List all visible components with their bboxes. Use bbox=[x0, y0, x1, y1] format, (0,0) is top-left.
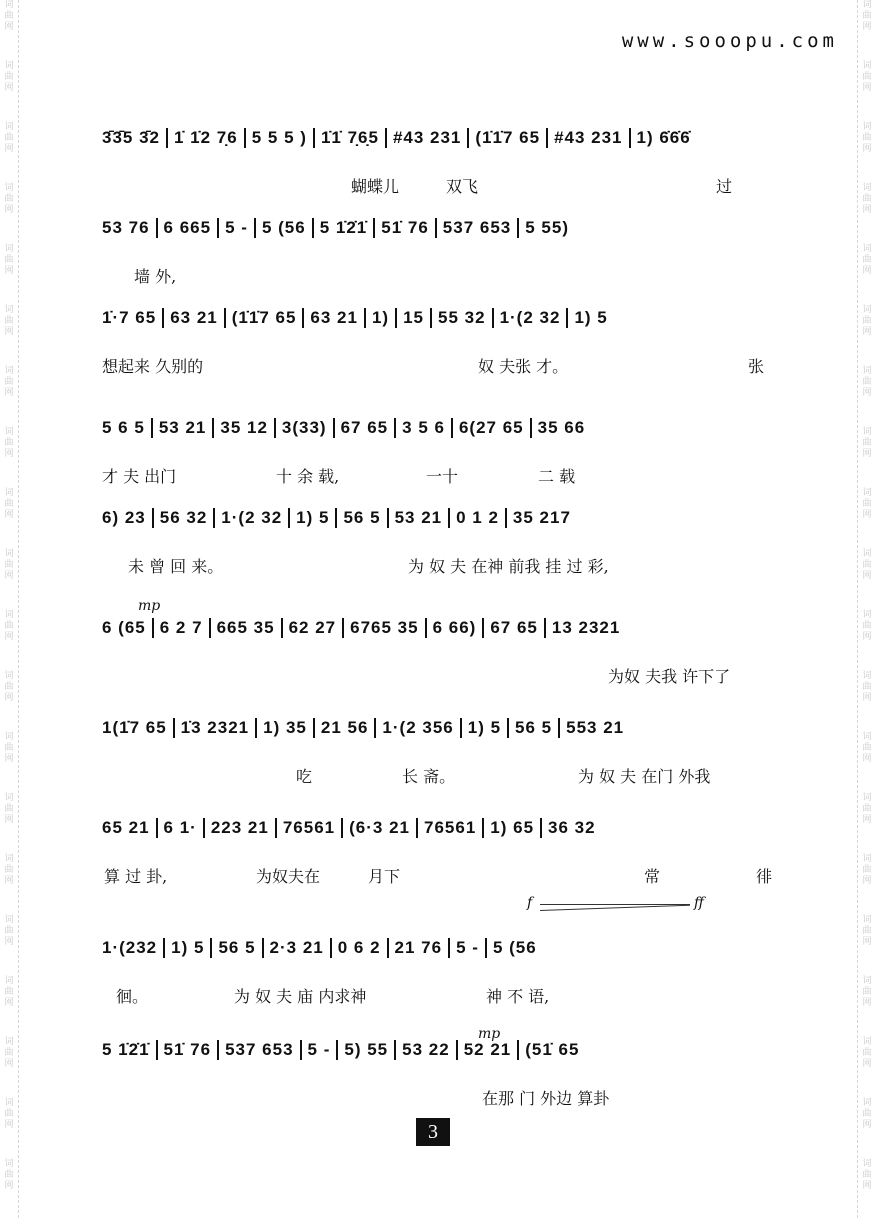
measure: 1) 5 bbox=[566, 308, 613, 328]
lyric-text: 想起来 久别的 bbox=[102, 357, 204, 376]
watermark-char: 词 bbox=[4, 732, 14, 742]
watermark-char: 词 bbox=[4, 1098, 14, 1108]
watermark-char: 网 bbox=[862, 1059, 872, 1069]
watermark-char: 曲 bbox=[4, 1048, 14, 1058]
watermark-char: 曲 bbox=[4, 682, 14, 692]
lyrics-line bbox=[96, 664, 786, 690]
watermark-char: 词 bbox=[862, 793, 872, 803]
music-system bbox=[96, 308, 786, 380]
measure: 0 1 2 bbox=[448, 508, 505, 528]
measure: 1) 35 bbox=[255, 718, 313, 738]
watermark-char: 词 bbox=[4, 549, 14, 559]
measure: 553 21 bbox=[558, 718, 630, 738]
measure: 0 6 2 bbox=[330, 938, 387, 958]
measure: 21 56 bbox=[313, 718, 375, 738]
watermark-char: 曲 bbox=[862, 438, 872, 448]
watermark-char: 词 bbox=[4, 183, 14, 193]
site-url[interactable]: www.sooopu.com bbox=[621, 30, 838, 52]
measure: 35 12 bbox=[212, 418, 274, 438]
measure: 5 (56 bbox=[254, 218, 312, 238]
watermark-char: 词 bbox=[4, 305, 14, 315]
watermark-char: 词 bbox=[862, 244, 872, 254]
watermark-char: 网 bbox=[862, 388, 872, 398]
watermark-char: 曲 bbox=[862, 194, 872, 204]
measure: 2·3 21 bbox=[262, 938, 330, 958]
music-system bbox=[96, 938, 786, 1010]
measure: (1̇1̇7 65 bbox=[224, 308, 303, 328]
lyric-text: 月下 bbox=[368, 867, 401, 886]
watermark-char: 词 bbox=[862, 0, 872, 10]
watermark-char: 曲 bbox=[4, 316, 14, 326]
watermark-char: 词 bbox=[862, 1098, 872, 1108]
measure: 1·(2 32 bbox=[213, 508, 288, 528]
measure: 1) 65 bbox=[482, 818, 540, 838]
watermark-char: 网 bbox=[862, 876, 872, 886]
watermark-char: 网 bbox=[862, 510, 872, 520]
watermark-char: 网 bbox=[4, 266, 14, 276]
measure: 63 21 bbox=[162, 308, 224, 328]
watermark-char: 网 bbox=[4, 571, 14, 581]
measure: 56 5 bbox=[335, 508, 386, 528]
lyric-text: 徊。 bbox=[116, 987, 149, 1006]
measure: 665 35 bbox=[209, 618, 281, 638]
measure: (1̇1̇7 65 bbox=[467, 128, 546, 148]
measure: 6) 23 bbox=[102, 508, 146, 527]
measure: (6·3 21 bbox=[341, 818, 416, 838]
measure: 1) 5 bbox=[460, 718, 507, 738]
watermark-char: 词 bbox=[4, 61, 14, 71]
lyrics-line bbox=[96, 464, 786, 490]
dynamic-ff: ff bbox=[694, 895, 704, 911]
watermark-char: 曲 bbox=[862, 1048, 872, 1058]
measure: 6765 35 bbox=[342, 618, 424, 638]
measure: 21 76 bbox=[387, 938, 449, 958]
measure: 1(1̇7 65 bbox=[102, 718, 167, 737]
lyric-text: 神 不 语, bbox=[486, 987, 550, 1006]
music-system bbox=[96, 818, 786, 890]
watermark-char: 词 bbox=[862, 610, 872, 620]
watermark-char: 词 bbox=[862, 671, 872, 681]
notation-line bbox=[96, 818, 786, 852]
watermark-char: 曲 bbox=[4, 72, 14, 82]
measure: 1) bbox=[364, 308, 395, 328]
watermark-char: 词 bbox=[862, 915, 872, 925]
measure: 6 (65 bbox=[102, 618, 146, 637]
measure: 3̄3̄5 3̄2 bbox=[102, 128, 160, 147]
right-watermark-strip bbox=[857, 0, 876, 1218]
watermark-char: 网 bbox=[862, 754, 872, 764]
watermark-char: 曲 bbox=[862, 987, 872, 997]
watermark-char: 词 bbox=[862, 854, 872, 864]
watermark-char: 词 bbox=[4, 1159, 14, 1169]
watermark-char: 词 bbox=[862, 183, 872, 193]
watermark-char: 网 bbox=[4, 1120, 14, 1130]
lyric-text: 为奴夫在 bbox=[256, 867, 321, 886]
watermark-char: 网 bbox=[862, 449, 872, 459]
watermark-char: 曲 bbox=[4, 621, 14, 631]
watermark-char: 词 bbox=[4, 1037, 14, 1047]
watermark-char: 曲 bbox=[4, 377, 14, 387]
watermark-char: 词 bbox=[4, 671, 14, 681]
notation-line bbox=[96, 1040, 786, 1074]
watermark-char: 词 bbox=[4, 427, 14, 437]
watermark-char: 曲 bbox=[862, 926, 872, 936]
watermark-char: 词 bbox=[862, 61, 872, 71]
measure: 5 - bbox=[217, 218, 254, 238]
measure: 56 5 bbox=[210, 938, 261, 958]
measure: 5 55) bbox=[517, 218, 575, 238]
lyrics-line bbox=[96, 864, 786, 890]
watermark-char: 词 bbox=[4, 976, 14, 986]
measure: 53 76 bbox=[102, 218, 150, 237]
watermark-char: 曲 bbox=[862, 560, 872, 570]
watermark-char: 网 bbox=[4, 1181, 14, 1191]
measure: 1̇ 1̇2 7̣6 bbox=[166, 128, 244, 148]
watermark-char: 网 bbox=[862, 83, 872, 93]
watermark-char: 网 bbox=[4, 510, 14, 520]
measure: 76561 bbox=[275, 818, 341, 838]
measure: 1) 5 bbox=[163, 938, 210, 958]
music-system bbox=[96, 1040, 786, 1112]
dynamic-mp-1: mp bbox=[138, 598, 161, 614]
watermark-char: 曲 bbox=[4, 865, 14, 875]
lyric-text: 徘 bbox=[756, 867, 773, 886]
watermark-char: 词 bbox=[862, 366, 872, 376]
measure: 13 2321 bbox=[544, 618, 626, 638]
watermark-char: 曲 bbox=[4, 438, 14, 448]
watermark-char: 网 bbox=[862, 998, 872, 1008]
notation-line bbox=[96, 218, 786, 252]
measure: 51̇ 76 bbox=[156, 1040, 218, 1060]
lyric-text: 未 曾 回 来。 bbox=[128, 557, 224, 576]
lyric-text: 为 奴 夫 在门 外我 bbox=[578, 767, 711, 786]
measure: 1̇1̇ 7̣6̣5 bbox=[313, 128, 385, 148]
watermark-char: 词 bbox=[862, 122, 872, 132]
watermark-char: 曲 bbox=[862, 804, 872, 814]
dynamic-f: f bbox=[527, 895, 533, 911]
lyrics-line bbox=[96, 984, 786, 1010]
watermark-char: 曲 bbox=[862, 1170, 872, 1180]
watermark-char: 网 bbox=[4, 1059, 14, 1069]
measure: 76561 bbox=[416, 818, 482, 838]
measure: 6(27 65 bbox=[451, 418, 530, 438]
measure: 6 665 bbox=[156, 218, 218, 238]
watermark-char: 网 bbox=[862, 571, 872, 581]
watermark-char: 词 bbox=[862, 1037, 872, 1047]
watermark-char: 词 bbox=[862, 732, 872, 742]
notation-line bbox=[96, 418, 786, 452]
watermark-char: 网 bbox=[4, 998, 14, 1008]
crescendo-hairpin-upper bbox=[540, 905, 690, 911]
lyric-text: 为 奴 夫 庙 内求神 bbox=[234, 987, 367, 1006]
watermark-char: 网 bbox=[4, 876, 14, 886]
lyric-text: 过 bbox=[716, 177, 733, 196]
measure: 1) 6̇6̇6̇ bbox=[629, 128, 697, 148]
page-number: 3 bbox=[416, 1118, 450, 1146]
watermark-char: 曲 bbox=[862, 865, 872, 875]
watermark-char: 网 bbox=[4, 22, 14, 32]
measure: 55 32 bbox=[430, 308, 492, 328]
watermark-char: 词 bbox=[4, 915, 14, 925]
measure: 5 1̇2̇1̇ bbox=[102, 1040, 150, 1059]
measure: 36 32 bbox=[540, 818, 602, 838]
measure: 5 5 5 ) bbox=[244, 128, 313, 148]
left-watermark-strip bbox=[0, 0, 19, 1218]
watermark-char: 曲 bbox=[4, 926, 14, 936]
lyrics-line bbox=[96, 764, 786, 790]
measure: 1·(232 bbox=[102, 938, 158, 957]
dynamic-mp-2: mp bbox=[478, 1026, 501, 1042]
lyric-text: 吃 bbox=[296, 767, 313, 786]
lyric-text: 为 奴 夫 在神 前我 挂 过 彩, bbox=[408, 557, 609, 576]
measure: 1·(2 356 bbox=[374, 718, 459, 738]
watermark-char: 词 bbox=[4, 793, 14, 803]
watermark-char: 网 bbox=[4, 449, 14, 459]
measure: 1) 5 bbox=[288, 508, 335, 528]
measure: #43 231 bbox=[546, 128, 628, 148]
measure: 35 217 bbox=[505, 508, 577, 528]
music-system bbox=[96, 508, 786, 580]
watermark-char: 词 bbox=[4, 0, 14, 10]
watermark-char: 词 bbox=[862, 1159, 872, 1169]
measure: 63 21 bbox=[302, 308, 364, 328]
watermark-char: 曲 bbox=[862, 499, 872, 509]
watermark-char: 网 bbox=[862, 266, 872, 276]
measure: 3(33) bbox=[274, 418, 333, 438]
watermark-char: 网 bbox=[862, 144, 872, 154]
watermark-char: 曲 bbox=[862, 621, 872, 631]
watermark-char: 网 bbox=[4, 327, 14, 337]
lyric-text: 二 载 bbox=[538, 467, 576, 486]
measure: 6 1· bbox=[156, 818, 203, 838]
watermark-char: 曲 bbox=[4, 987, 14, 997]
lyric-text: 才 夫 出门 bbox=[102, 467, 177, 486]
measure: 56 5 bbox=[507, 718, 558, 738]
music-system bbox=[96, 718, 786, 790]
lyrics-line bbox=[96, 264, 786, 290]
watermark-char: 词 bbox=[862, 305, 872, 315]
music-system bbox=[96, 418, 786, 490]
lyric-text: 算 过 卦, bbox=[104, 867, 168, 886]
measure: 5) 55 bbox=[336, 1040, 394, 1060]
watermark-char: 网 bbox=[862, 632, 872, 642]
watermark-char: 曲 bbox=[862, 72, 872, 82]
watermark-char: 网 bbox=[862, 205, 872, 215]
measure: 51̇ 76 bbox=[373, 218, 435, 238]
watermark-char: 词 bbox=[4, 854, 14, 864]
measure: 537 653 bbox=[435, 218, 517, 238]
measure: 223 21 bbox=[203, 818, 275, 838]
watermark-char: 网 bbox=[4, 937, 14, 947]
measure: 35 66 bbox=[530, 418, 592, 438]
measure: 5 (56 bbox=[485, 938, 543, 958]
music-system bbox=[96, 128, 786, 200]
measure: 6 66) bbox=[425, 618, 483, 638]
measure: 5 6 5 bbox=[102, 418, 145, 437]
lyric-text: 为奴 夫我 许下了 bbox=[608, 667, 731, 686]
measure: 15 bbox=[395, 308, 430, 328]
watermark-char: 词 bbox=[4, 366, 14, 376]
watermark-char: 词 bbox=[4, 610, 14, 620]
watermark-char: 词 bbox=[862, 427, 872, 437]
watermark-char: 曲 bbox=[4, 560, 14, 570]
lyrics-line bbox=[96, 1086, 786, 1112]
measure: 5 - bbox=[300, 1040, 337, 1060]
watermark-char: 网 bbox=[4, 388, 14, 398]
watermark-char: 网 bbox=[4, 754, 14, 764]
watermark-char: 网 bbox=[862, 693, 872, 703]
watermark-char: 词 bbox=[862, 488, 872, 498]
measure: 67 65 bbox=[333, 418, 395, 438]
lyric-text: 一十 bbox=[426, 467, 459, 486]
notation-line bbox=[96, 128, 786, 162]
watermark-char: 网 bbox=[4, 815, 14, 825]
watermark-char: 网 bbox=[4, 693, 14, 703]
watermark-char: 词 bbox=[4, 244, 14, 254]
watermark-char: 曲 bbox=[862, 255, 872, 265]
watermark-char: 曲 bbox=[862, 682, 872, 692]
notation-line bbox=[96, 508, 786, 542]
watermark-char: 曲 bbox=[4, 11, 14, 21]
measure: 5 - bbox=[448, 938, 485, 958]
measure: 537 653 bbox=[217, 1040, 299, 1060]
watermark-char: 网 bbox=[862, 815, 872, 825]
watermark-char: 网 bbox=[862, 1181, 872, 1191]
lyric-text: 双飞 bbox=[446, 177, 479, 196]
watermark-char: 曲 bbox=[862, 133, 872, 143]
measure: 6 2 7 bbox=[152, 618, 209, 638]
watermark-char: 网 bbox=[862, 22, 872, 32]
watermark-char: 网 bbox=[4, 144, 14, 154]
watermark-char: 网 bbox=[862, 327, 872, 337]
measure: 62 27 bbox=[281, 618, 343, 638]
watermark-char: 曲 bbox=[4, 194, 14, 204]
lyric-text: 墙 外, bbox=[134, 267, 177, 286]
watermark-char: 曲 bbox=[862, 377, 872, 387]
watermark-char: 词 bbox=[4, 488, 14, 498]
watermark-char: 网 bbox=[4, 205, 14, 215]
measure: #43 231 bbox=[385, 128, 467, 148]
measure: 1̇·7 65 bbox=[102, 308, 157, 327]
lyrics-line bbox=[96, 174, 786, 200]
measure: 53 21 bbox=[387, 508, 449, 528]
lyric-text: 在那 门 外边 算卦 bbox=[482, 1089, 610, 1108]
lyric-text: 长 斋。 bbox=[402, 767, 456, 786]
notation-line bbox=[96, 938, 786, 972]
watermark-char: 网 bbox=[4, 83, 14, 93]
watermark-char: 曲 bbox=[4, 255, 14, 265]
watermark-char: 曲 bbox=[4, 804, 14, 814]
measure: 1·(2 32 bbox=[492, 308, 567, 328]
measure: 1̇3 2321 bbox=[173, 718, 255, 738]
notation-line bbox=[96, 308, 786, 342]
lyrics-line bbox=[96, 354, 786, 380]
music-system bbox=[96, 218, 786, 290]
measure: 56 32 bbox=[152, 508, 214, 528]
measure: (51̇ 65 bbox=[517, 1040, 585, 1060]
watermark-char: 曲 bbox=[4, 1109, 14, 1119]
watermark-char: 网 bbox=[4, 632, 14, 642]
music-system bbox=[96, 618, 786, 690]
lyrics-line bbox=[96, 554, 786, 580]
lyric-text: 张 bbox=[748, 357, 765, 376]
measure: 53 21 bbox=[151, 418, 213, 438]
watermark-char: 词 bbox=[862, 549, 872, 559]
watermark-char: 曲 bbox=[4, 743, 14, 753]
watermark-char: 词 bbox=[862, 976, 872, 986]
lyric-text: 十 余 载, bbox=[276, 467, 340, 486]
measure: 3 5 6 bbox=[394, 418, 451, 438]
measure: 53 22 bbox=[394, 1040, 456, 1060]
watermark-char: 曲 bbox=[862, 11, 872, 21]
watermark-char: 曲 bbox=[862, 316, 872, 326]
watermark-char: 曲 bbox=[4, 1170, 14, 1180]
measure: 52 21 bbox=[456, 1040, 518, 1060]
measure: 5 1̇2̇1̇ bbox=[312, 218, 374, 238]
watermark-char: 网 bbox=[862, 1120, 872, 1130]
watermark-char: 曲 bbox=[4, 499, 14, 509]
lyric-text: 常 bbox=[644, 867, 661, 886]
watermark-char: 曲 bbox=[862, 743, 872, 753]
lyric-text: 蝴蝶儿 bbox=[351, 177, 400, 196]
watermark-char: 网 bbox=[862, 937, 872, 947]
measure: 65 21 bbox=[102, 818, 150, 837]
notation-line bbox=[96, 718, 786, 752]
watermark-char: 曲 bbox=[862, 1109, 872, 1119]
notation-line bbox=[96, 618, 786, 652]
watermark-char: 曲 bbox=[4, 133, 14, 143]
measure: 67 65 bbox=[482, 618, 544, 638]
watermark-char: 词 bbox=[4, 122, 14, 132]
lyric-text: 奴 夫张 才。 bbox=[478, 357, 569, 376]
